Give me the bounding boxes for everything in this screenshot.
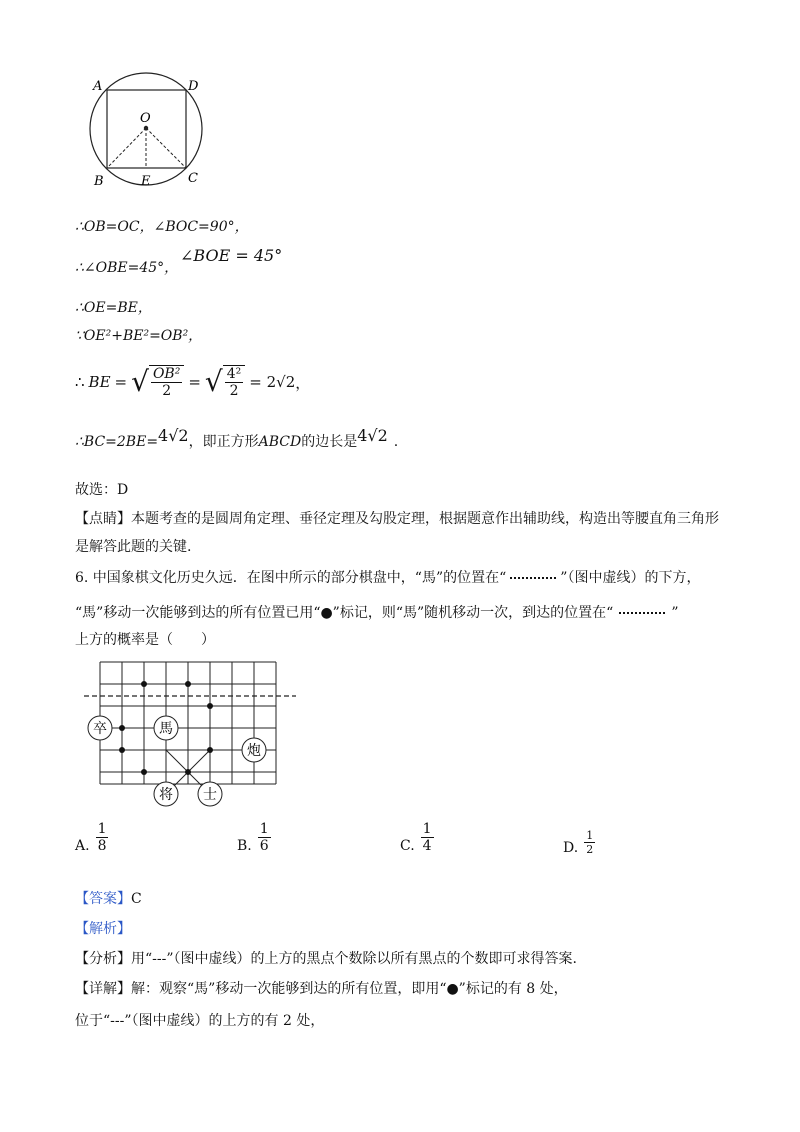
option-d-fraction: $\frac{1}{2}$ xyxy=(586,828,594,856)
option-a-label: A. xyxy=(75,838,90,854)
q6-line-2 xyxy=(75,603,679,623)
xiangjie-line xyxy=(75,979,568,999)
fraction-1 xyxy=(149,365,184,399)
sqrt-sign-1: √ xyxy=(131,365,149,398)
last-line: 位于“---”（图中虚线）的上方的有 2 处， xyxy=(75,1013,325,1029)
dot-4 xyxy=(119,725,125,731)
dot-1 xyxy=(141,681,147,687)
solution-line-4: ∵OE²+BE²=OB²， xyxy=(75,328,203,344)
answer-value: C xyxy=(131,891,142,907)
period: . xyxy=(393,434,399,450)
comment-line-2: 是解答此题的关键. xyxy=(75,539,192,555)
solution-line-2-part-b: ∠BOE = 45° xyxy=(180,246,283,265)
q6-line-1 xyxy=(75,568,700,588)
fraction-2-den: 2 xyxy=(225,382,244,399)
label-a: A xyxy=(93,79,103,94)
option-c[interactable] xyxy=(400,820,434,854)
xiangjie-text: 解：观察“馬”移动一次能够到达的所有位置，即用“●”标记的有 8 处， xyxy=(131,981,568,997)
q6-line-2b: ” xyxy=(671,605,679,621)
q6-line-3: 上方的概率是（ ） xyxy=(75,632,215,648)
fenxi-text: 用“---”（图中虚线）的上方的黑点个数除以所有黑点的个数即可求得答案. xyxy=(131,951,577,967)
fenxi-tag: 【分析】 xyxy=(75,951,131,967)
label-e: E xyxy=(141,174,151,189)
piece-ma xyxy=(154,716,178,740)
svg-text:卒: 卒 xyxy=(93,721,107,737)
dotted-line-marker-2 xyxy=(619,612,665,614)
piece-zu xyxy=(88,716,112,740)
svg-text:炮: 炮 xyxy=(247,743,261,759)
svg-text:将: 将 xyxy=(159,787,173,803)
option-c-label: C. xyxy=(400,838,415,854)
option-b-label: B. xyxy=(237,838,252,854)
q6-line-1a: 6. 中国象棋文化历史久远．在图中所示的部分棋盘中，“馬”的位置在“ xyxy=(75,570,507,586)
xiangjie-tag: 【详解】 xyxy=(75,981,131,997)
value-4root2-b: 4√2 xyxy=(357,426,388,445)
text-side-length: 的边长是 xyxy=(301,434,358,450)
equals-1: = xyxy=(114,373,128,391)
option-d[interactable] xyxy=(563,828,595,856)
sqrt-sign-2: √ xyxy=(204,365,223,398)
segment-ob xyxy=(107,128,146,168)
chess-board-figure xyxy=(80,656,305,811)
label-c: C xyxy=(188,171,198,186)
text-abcd: ABCD xyxy=(258,434,302,450)
answer-line xyxy=(75,889,142,909)
dot-5 xyxy=(119,747,125,753)
fraction-2 xyxy=(223,365,246,399)
result-2root2: = 2√2 xyxy=(249,373,296,391)
dot-3 xyxy=(207,703,213,709)
dot-2 xyxy=(185,681,191,687)
option-b-fraction: $\frac{1}{6}$ xyxy=(259,820,269,854)
piece-pao xyxy=(242,738,266,762)
circle-square-figure xyxy=(80,70,215,195)
fraction-1-den: 2 xyxy=(151,382,182,399)
comment-line-1 xyxy=(75,509,719,529)
solution-line-1: ∴OB=OC，∠BOC=90°， xyxy=(75,219,249,235)
answer-select: 故选：D xyxy=(75,482,129,498)
option-a-fraction: $\frac{1}{8}$ xyxy=(97,820,107,854)
option-d-label: D. xyxy=(563,840,579,856)
dot-7 xyxy=(141,769,147,775)
solution-line-3: ∴OE=BE， xyxy=(75,300,152,316)
piece-shi xyxy=(198,782,222,806)
text-square: ，即正方形 xyxy=(188,434,259,450)
bc-equation: ∴BC=2BE= xyxy=(75,434,159,450)
label-b: B xyxy=(94,174,104,189)
option-a[interactable] xyxy=(75,820,108,854)
label-d: D xyxy=(188,79,199,94)
analysis-tag: 【解析】 xyxy=(75,921,131,937)
comma: ， xyxy=(295,373,311,392)
q6-line-2a: “馬”移动一次能够到达的所有位置已用“●”标记，则“馬”随机移动一次，到达的位置在“ xyxy=(75,605,614,621)
board-vertical-lines xyxy=(100,662,276,784)
comment-tag: 【点睛】 xyxy=(75,511,131,527)
solution-line-6 xyxy=(75,426,399,452)
svg-text:士: 士 xyxy=(203,787,217,803)
option-b[interactable] xyxy=(237,820,271,854)
segment-oc xyxy=(146,128,186,168)
dot-6 xyxy=(207,747,213,753)
dotted-line-marker-1 xyxy=(510,577,556,579)
svg-text:馬: 馬 xyxy=(159,721,173,737)
equals-2: = xyxy=(188,373,201,391)
fenxi-line xyxy=(75,949,577,969)
piece-jiang xyxy=(154,782,178,806)
fraction-1-num: OB² xyxy=(152,366,181,382)
solution-line-2-part-a: ∴∠OBE=45°， xyxy=(75,260,179,276)
be-label: BE xyxy=(88,373,111,391)
fraction-2-num: 4² xyxy=(226,366,242,382)
value-4root2-a: 4√2 xyxy=(158,426,189,445)
label-o: O xyxy=(140,111,151,126)
answer-tag: 【答案】 xyxy=(75,891,131,907)
q6-line-1b: ”（图中虚线）的下方， xyxy=(560,570,701,586)
option-c-fraction: $\frac{1}{4}$ xyxy=(422,820,432,854)
therefore-symbol: ∴ xyxy=(75,373,85,391)
comment-text-1: 本题考查的是圆周角定理、垂径定理及勾股定理，根据题意作出辅助线，构造出等腰直角三角形 xyxy=(131,511,719,527)
dot-8 xyxy=(185,769,191,775)
solution-line-5 xyxy=(75,357,310,407)
solution-line-2 xyxy=(75,258,178,278)
